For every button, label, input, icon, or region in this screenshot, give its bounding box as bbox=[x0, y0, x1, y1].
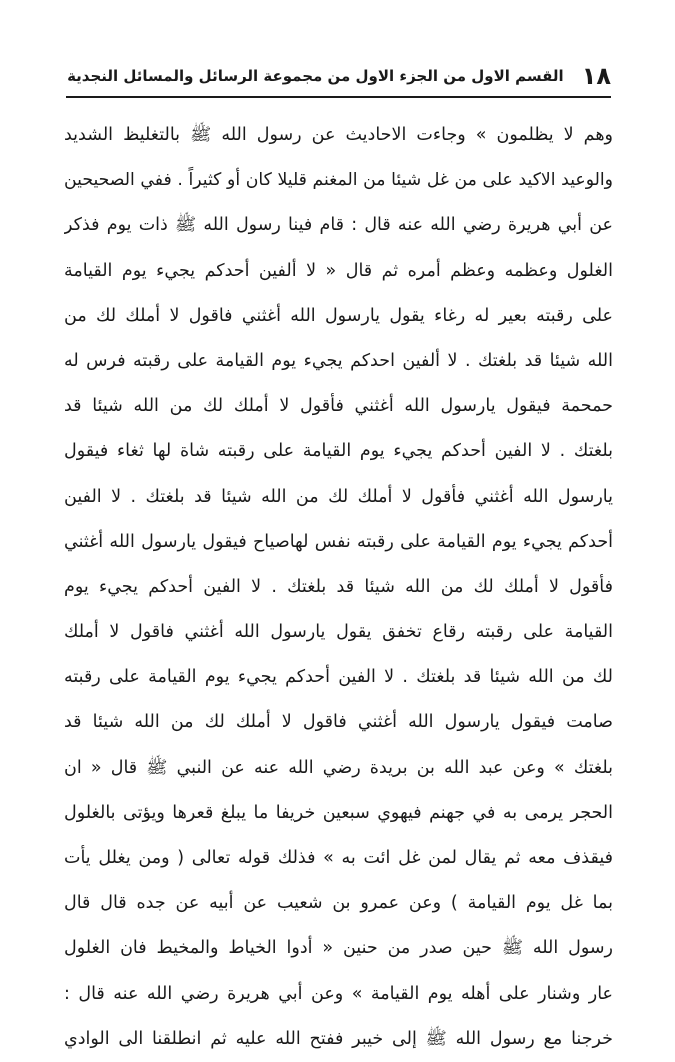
text-line: رسول الله ﷺ حين صدر من حنين « أدوا الخياط والمخيط فان الغلول bbox=[64, 938, 613, 959]
text-line: على رقبته بعير له رغاء يقول يارسول الله أغثني فاقول لا أملك لك من bbox=[64, 305, 613, 326]
header-rule bbox=[66, 96, 611, 98]
text-line: بلغتك » وعن عبد الله بن بريدة رضي الله عنه عن النبي ﷺ قال « ان bbox=[64, 757, 613, 778]
text-line: أحدكم يجيء يوم القيامة على رقبته نفس لهاصياح فيقول يارسول الله أغثني bbox=[64, 531, 613, 552]
page-header bbox=[66, 58, 611, 94]
text-line: الغلول وعظمه وعظم أمره ثم قال « لا ألفين أحدكم يجيء يوم القيامة bbox=[64, 260, 613, 281]
text-line: عار وشنار على أهله يوم القيامة » وعن أبي هريرة رضي الله عنه قال : bbox=[64, 983, 613, 1004]
text-line: القيامة على رقبته رقاع تخفق يقول يارسول الله أغثني فاقول لا أملك bbox=[64, 622, 613, 643]
text-line: حمحمة فيقول يارسول الله أغثني فأقول لا أملك لك من الله شيئا قد bbox=[64, 396, 613, 417]
text-line: يارسول الله أغثني فأقول لا أملك لك من الله شيئا قد بلغتك . لا الفين bbox=[64, 486, 613, 507]
text-line: فيقذف معه ثم يقال لمن غل ائت به » فذلك قوله تعالى ( ومن يغلل يأت bbox=[64, 848, 613, 868]
body-text bbox=[64, 113, 613, 1062]
text-line: عن أبي هريرة رضي الله عنه قال : قام فينا رسول الله ﷺ ذات يوم فذكر bbox=[64, 215, 613, 236]
text-line: فأقول لا أملك لك من الله شيئا قد بلغتك . لا الفين أحدكم يجيء يوم bbox=[64, 576, 613, 597]
text-line: الحجر يرمى به في جهنم فيهوي سبعين خريفا ما يبلغ قعرها ويؤتى بالغلول bbox=[64, 802, 613, 823]
running-title: القسم الاول من الجزء الاول من مجموعة الرسائل والمسائل النجدية bbox=[67, 67, 564, 85]
text-line: خرجنا مع رسول الله ﷺ إلى خيبر ففتح الله عليه ثم انطلقنا الى الوادي bbox=[64, 1028, 613, 1049]
page-number: ١٨ bbox=[581, 62, 611, 90]
text-line: لك من الله شيئا قد بلغتك . لا الفين أحدكم يجيء يوم القيامة على رقبته bbox=[64, 667, 613, 688]
text-line: بلغتك . لا الفين أحدكم يجيء يوم القيامة على رقبته شاة لها ثغاء فيقول bbox=[64, 441, 613, 462]
text-line: والوعيد الاكيد على من غل شيئا من المغنم قليلا كان أو كثيراً . ففي الصحيحين bbox=[64, 170, 613, 191]
text-line: بما غل يوم القيامة ) وعن عمرو بن شعيب عن أبيه عن جده قال قال bbox=[64, 893, 613, 914]
text-line: صامت فيقول يارسول الله أغثني فاقول لا أملك لك من الله شيئا قد bbox=[64, 712, 613, 733]
text-line: وهم لا يظلمون » وجاءت الاحاديث عن رسول الله ﷺ بالتغليظ الشديد bbox=[64, 125, 613, 145]
text-line: الله شيئا قد بلغتك . لا ألفين احدكم يجيء يوم القيامة على رقبته فرس له bbox=[64, 350, 613, 371]
